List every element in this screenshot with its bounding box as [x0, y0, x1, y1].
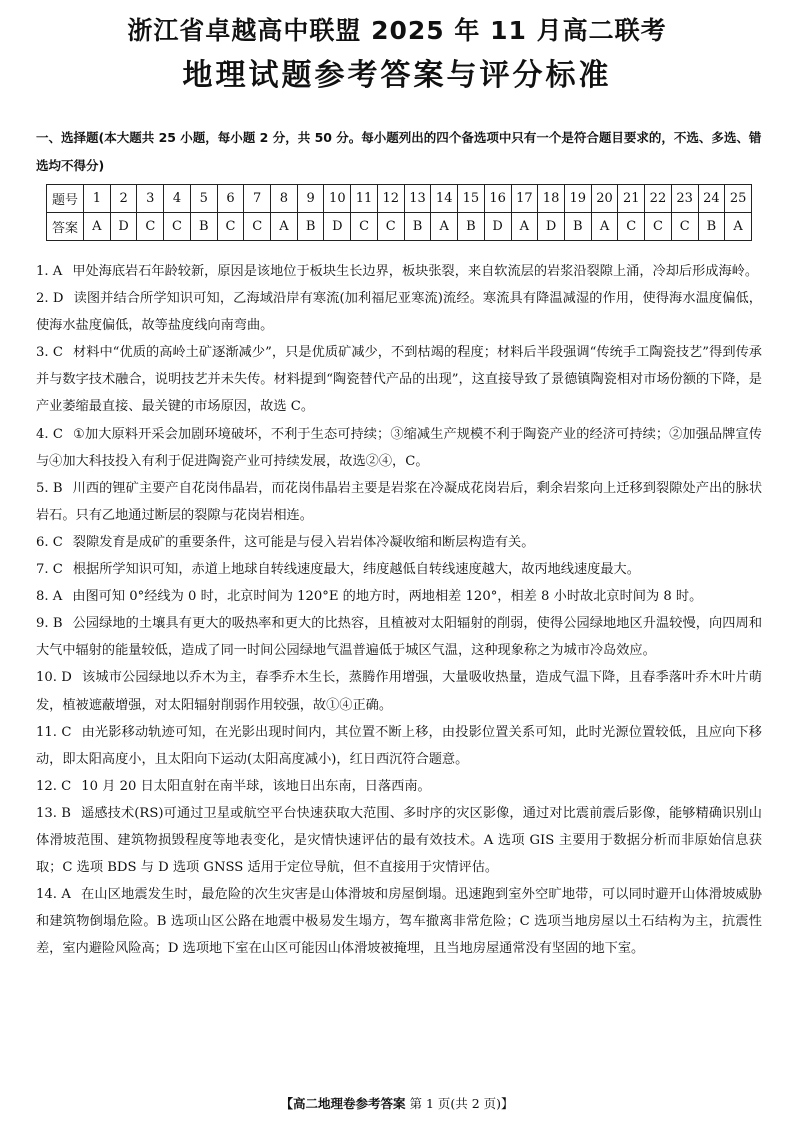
document-subtitle: 地理试题参考答案与评分标准 — [182, 58, 612, 93]
explanation-item — [36, 258, 762, 285]
answer-cell: C — [645, 213, 672, 241]
answer-cell: C — [244, 213, 271, 241]
answer-cell: B — [404, 213, 431, 241]
question-number-cell: 15 — [458, 185, 485, 213]
explanation-number: 7. C — [36, 562, 63, 578]
explanation-number: 4. C — [36, 426, 63, 442]
question-number-cell: 12 — [377, 185, 404, 213]
explanation-number: 14. A — [36, 887, 71, 903]
explanation-item — [36, 800, 762, 881]
explanation-list — [36, 258, 762, 962]
question-number-cell: 24 — [698, 185, 725, 213]
answer-cell: D — [324, 213, 351, 241]
explanation-text: 读图并结合所学知识可知，乙海域沿岸有寒流(加利福尼亚寒流)流经。寒流具有降温减湿的作用，使得海水温度偏低，使海水盐度偏低，故等盐度线向南弯曲。 — [36, 291, 762, 334]
answer-cell: A — [84, 213, 111, 241]
question-number-cell: 21 — [618, 185, 645, 213]
explanation-number: 10. D — [36, 670, 72, 686]
question-number-cell: 25 — [725, 185, 752, 213]
question-number-cell: 17 — [511, 185, 538, 213]
explanation-text: 裂隙发育是成矿的重要条件，这可能是与侵入岩岩体冷凝收缩和断层构造有关。 — [72, 534, 535, 550]
answer-table-answer-row — [47, 213, 752, 241]
explanation-number: 11. C — [36, 724, 72, 740]
answer-cell: C — [351, 213, 378, 241]
question-number-cell: 7 — [244, 185, 271, 213]
explanation-item — [36, 583, 762, 610]
explanation-number: 12. C — [36, 778, 72, 794]
explanation-item — [36, 475, 762, 529]
question-number-cell: 22 — [645, 185, 672, 213]
question-number-cell: 19 — [564, 185, 591, 213]
answer-cell: C — [217, 213, 244, 241]
answer-cell: B — [458, 213, 485, 241]
question-number-cell: 2 — [110, 185, 137, 213]
question-number-cell: 16 — [484, 185, 511, 213]
question-number-cell: 18 — [538, 185, 565, 213]
answer-cell: D — [484, 213, 511, 241]
explanation-text: 由图可知 0°经线为 0 时，北京时间为 120°E 的地方时，两地相差 120°，相差 8 小时故北京时间为 8 时。 — [72, 589, 703, 605]
explanation-item — [36, 773, 762, 800]
footer-page-number: 第 1 页(共 2 页)】 — [409, 1096, 514, 1111]
question-number-cell: 6 — [217, 185, 244, 213]
explanation-text: 根据所学知识可知，赤道上地球自转线速度最大，纬度越低自转线速度越大，故丙地线速度最大。 — [72, 562, 640, 578]
explanation-number: 13. B — [36, 805, 71, 821]
explanation-item — [36, 529, 762, 556]
answer-cell: C — [137, 213, 164, 241]
explanation-number: 2. D — [36, 291, 64, 307]
explanation-number: 5. B — [36, 480, 63, 496]
footer-label: 【高二地理卷参考答案 — [280, 1096, 406, 1111]
explanation-item — [36, 556, 762, 583]
explanation-number: 8. A — [36, 589, 63, 605]
answer-cell: C — [164, 213, 191, 241]
explanation-item — [36, 664, 762, 718]
answer-cell: B — [564, 213, 591, 241]
row-label-answer: 答案 — [47, 213, 84, 241]
question-number-cell: 11 — [351, 185, 378, 213]
answer-cell: B — [297, 213, 324, 241]
explanation-item — [36, 421, 762, 475]
answer-cell: A — [725, 213, 752, 241]
answer-table-number-row — [47, 185, 752, 213]
explanation-text: ①加大原料开采会加剧环境破坏，不利于生态可持续；③缩减生产规模不利于陶瓷产业的经济可持续；②加强品牌宣传与④加大科技投入有利于促进陶瓷产业可持续发展，故选②④，C。 — [36, 426, 762, 469]
explanation-item — [36, 285, 762, 339]
explanation-item — [36, 339, 762, 420]
answer-cell: A — [271, 213, 298, 241]
question-number-cell: 1 — [84, 185, 111, 213]
answer-cell: B — [698, 213, 725, 241]
answer-cell: A — [591, 213, 618, 241]
page-footer — [0, 1094, 794, 1112]
answer-cell: C — [377, 213, 404, 241]
explanation-text: 该城市公园绿地以乔木为主，春季乔木生长，蒸腾作用增强，大量吸收热量，造成气温下降，且春季落叶乔木叶片萌发，植被遮蔽增强，对太阳辐射削弱作用较强，故①④正确。 — [36, 670, 762, 713]
exam-title: 浙江省卓越高中联盟 2025 年 11 月高二联考 — [127, 16, 667, 45]
answer-cell: B — [190, 213, 217, 241]
question-number-cell: 10 — [324, 185, 351, 213]
section-heading: 一、选择题(本大题共 25 小题，每小题 2 分，共 50 分。每小题列出的四个备选项中只有一个是符合题目要求的，不选、多选、错选均不得分) — [36, 130, 762, 173]
answer-table — [46, 184, 752, 241]
answer-cell: D — [538, 213, 565, 241]
explanation-text: 甲处海底岩石年龄较新，原因是该地位于板块生长边界，板块张裂，来自软流层的岩浆沿裂隙上涌，冷却后形成海岭。 — [72, 264, 759, 279]
explanation-text: 川西的锂矿主要产自花岗伟晶岩，而花岗伟晶岩主要是岩浆在冷凝成花岗岩后，剩余岩浆向上迁移到裂隙处产出的脉状岩石。只有乙地通过断层的裂隙与花岗岩相连。 — [36, 480, 763, 523]
explanation-item — [36, 719, 762, 773]
question-number-cell: 9 — [297, 185, 324, 213]
explanation-number: 3. C — [36, 345, 63, 361]
question-number-cell: 20 — [591, 185, 618, 213]
explanation-item — [36, 881, 762, 962]
explanation-number: 1. A — [36, 264, 63, 279]
explanation-text: 由光影移动轨迹可知，在光影出现时间内，其位置不断上移，由投影位置关系可知，此时光源位置较低，且应向下移动，即太阳高度小，且太阳向下运动(太阳高度减小)，红日西沉符合题意。 — [36, 724, 762, 767]
question-number-cell: 8 — [271, 185, 298, 213]
question-number-cell: 3 — [137, 185, 164, 213]
answer-cell: C — [671, 213, 698, 241]
question-number-cell: 4 — [164, 185, 191, 213]
question-number-cell: 13 — [404, 185, 431, 213]
explanation-number: 6. C — [36, 534, 63, 550]
row-label-question-number: 题号 — [47, 185, 84, 213]
explanation-number: 9. B — [36, 616, 63, 632]
question-number-cell: 23 — [671, 185, 698, 213]
explanation-text: 公园绿地的土壤具有更大的吸热率和更大的比热容，且植被对太阳辐射的削弱，使得公园绿地地区升温较慢，向四周和大气中辐射的能量较低，造成了同一时间公园绿地气温普遍低于城区气温，这种现象称之为城市冷岛效应。 — [36, 616, 763, 659]
explanation-text: 在山区地震发生时，最危险的次生灾害是山体滑坡和房屋倒塌。迅速跑到室外空旷地带，可以同时避开山体滑坡威胁和建筑物倒塌危险。B 选项山区公路在地震中极易发生塌方，驾车撤离非常危险；C 选项当地房屋以土石结构为主，抗震性差，室内避险风险高；D 选项地下室在山区可能因山体滑坡被掩埋，且当地房屋通常没有坚固的地下室。 — [36, 887, 762, 957]
answer-cell: A — [511, 213, 538, 241]
explanation-text: 材料中“优质的高岭土矿逐渐减少”，只是优质矿减少，不到枯竭的程度；材料后半段强调“传统手工陶瓷技艺”得到传承并与数字技术融合，说明技艺并未失传。材料提到“陶瓷替代产品的出现”，这直接导致了景德镇陶瓷相对市场份额的下降，是产业萎缩最直接、最关键的市场原因，故选 C。 — [36, 345, 762, 415]
explanation-item — [36, 610, 762, 664]
question-number-cell: 5 — [190, 185, 217, 213]
explanation-text: 10 月 20 日太阳直射在南半球，该地日出东南，日落西南。 — [81, 778, 431, 794]
question-number-cell: 14 — [431, 185, 458, 213]
explanation-text: 遥感技术(RS)可通过卫星或航空平台快速获取大范围、多时序的灾区影像，通过对比震前震后影像，能够精确识别山体滑坡范围、建筑物损毁程度等地表变化，是灾情快速评估的最有效技术。A 选项 GIS 主要用于数据分析而非原始信息获取；C 选项 BDS 与 D 选项 GNSS 适用于定位导航，但不直接用于灾情评估。 — [36, 805, 762, 876]
answer-cell: A — [431, 213, 458, 241]
answer-cell: C — [618, 213, 645, 241]
answer-cell: D — [110, 213, 137, 241]
